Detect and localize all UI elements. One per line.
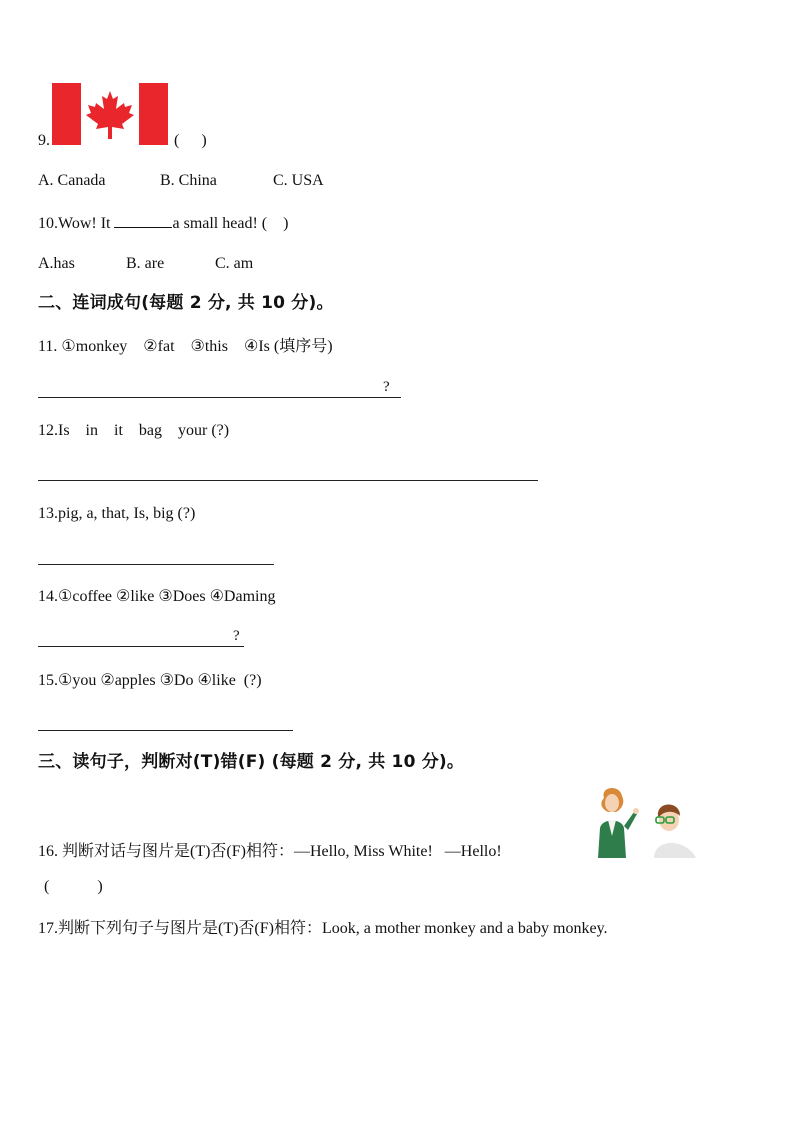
q9-number: 9.	[38, 132, 50, 149]
q9-paren: ( )	[174, 132, 207, 149]
q14-answer-line	[38, 646, 244, 647]
q10-blank	[114, 213, 172, 228]
q9-line	[38, 131, 50, 151]
q17-text: 17.判断下列句子与图片是(T)否(F)相符：Look, a mother monkey and a baby monkey.	[38, 920, 608, 937]
q14-end-mark: ?	[233, 628, 240, 644]
q9-option-b: B. China	[160, 172, 217, 189]
q16-answer-paren: ( )	[44, 878, 103, 895]
q9-option-c: C. USA	[273, 172, 324, 189]
q10-options	[38, 254, 253, 274]
q13-answer-line	[38, 564, 274, 565]
q9-option-a: A. Canada	[38, 172, 106, 189]
q9-options	[38, 171, 324, 191]
q10-option-a: A.has	[38, 255, 75, 272]
q10-suffix: a small head! (	[172, 215, 268, 232]
q11-end-mark: ?	[383, 379, 390, 395]
teacher-and-student-illustration-icon	[586, 786, 704, 858]
q12-text: 12.Is in it bag your (?)	[38, 422, 230, 439]
section-3-title: 三、读句子，判断对(T)错(F) (每题 2 分, 共 10 分)。	[38, 752, 465, 772]
q11-answer-line	[38, 397, 401, 398]
q15-text: 15.①you ②apples ③Do ④like (?)	[38, 672, 262, 689]
canada-flag-icon	[52, 83, 168, 145]
q13-text: 13.pig, a, that, Is, big (?)	[38, 505, 196, 522]
q10-option-b: B. are	[126, 255, 165, 272]
q12-answer-line	[38, 480, 538, 481]
section-2-title: 二、连词成句(每题 2 分, 共 10 分)。	[38, 293, 334, 313]
q11-text: 11. ①monkey ②fat ③this ④Is (填序号)	[38, 338, 333, 355]
q10-line: 10.Wow! It a small head! ( )	[38, 215, 289, 232]
q10-prefix: 10.Wow! It	[38, 215, 111, 232]
q15-answer-line	[38, 730, 293, 731]
q10-option-c: C. am	[215, 255, 254, 272]
q16-text: 16. 判断对话与图片是(T)否(F)相符：—Hello, Miss White! —Hello!	[38, 843, 502, 860]
q14-text: 14.①coffee ②like ③Does ④Daming	[38, 588, 276, 605]
